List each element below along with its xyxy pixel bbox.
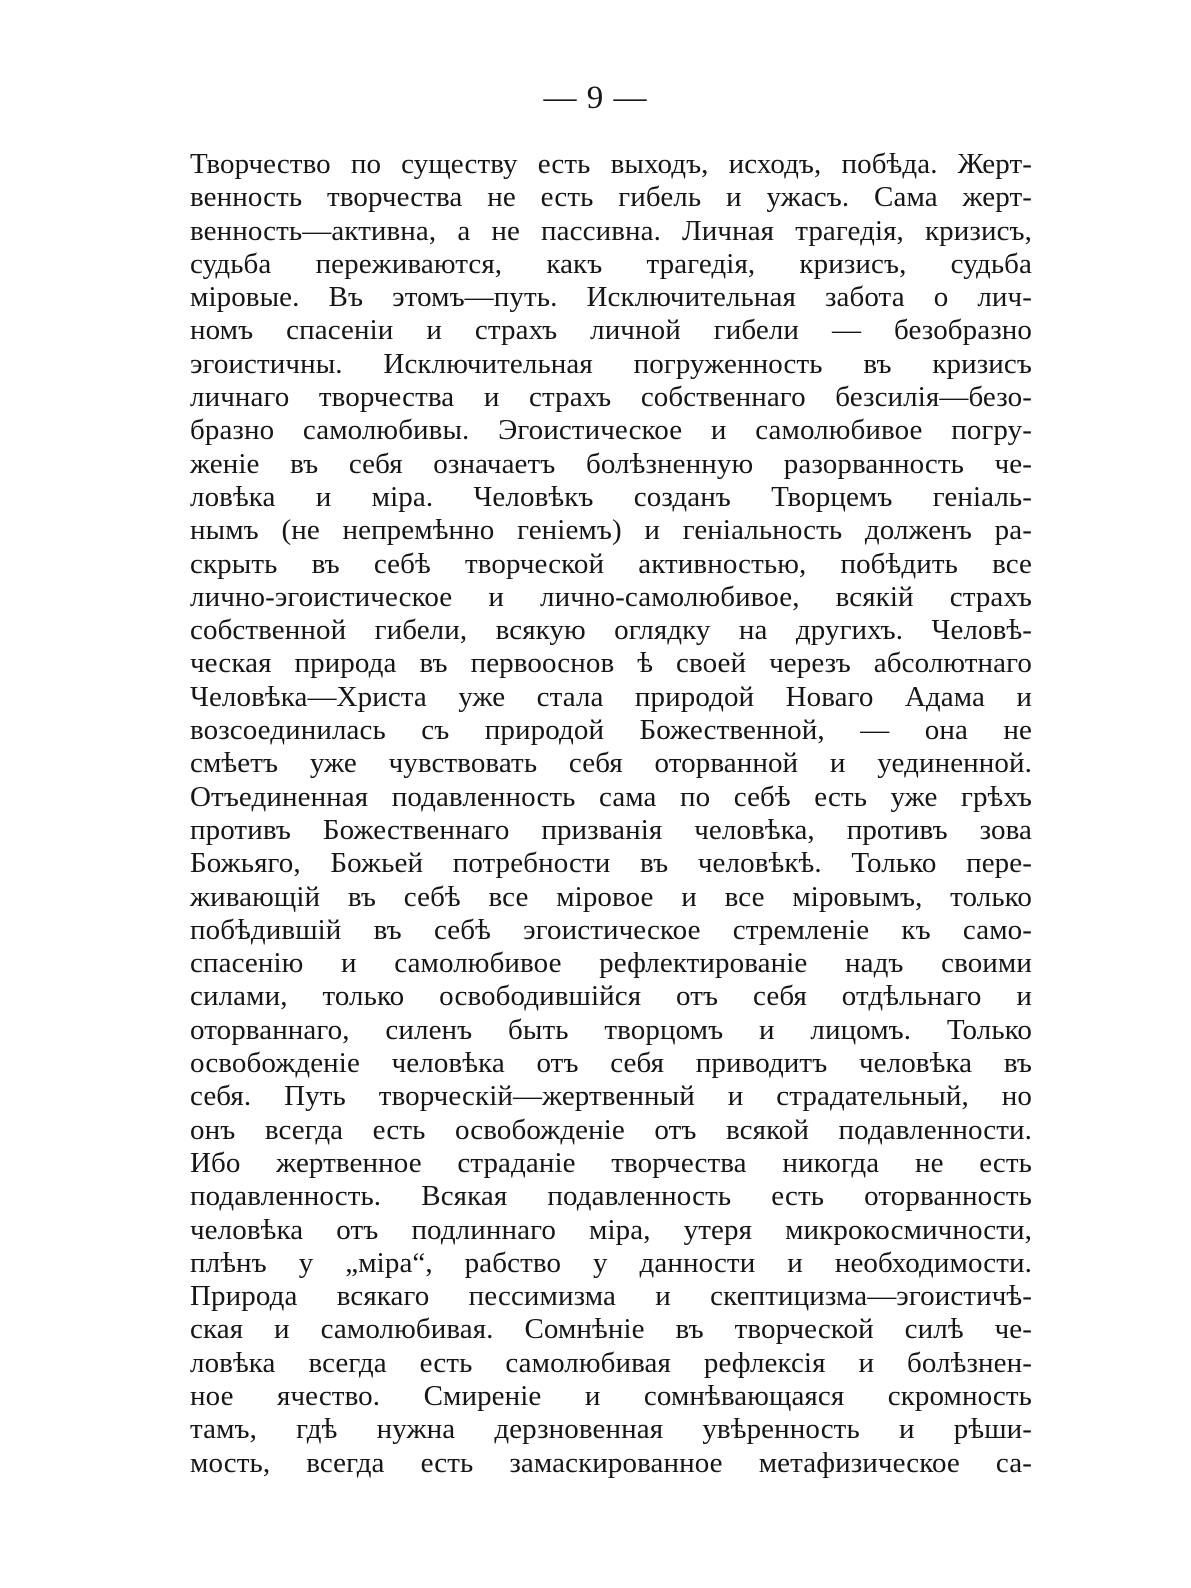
text-line: тамъ, гдѣ нужна дерзновенная увѣренность и рѣши- [190, 1413, 1032, 1446]
text-line: Божьяго, Божьей потребности въ человѣкѣ. Только пере- [190, 847, 1032, 880]
text-line: Отъединенная подавленность сама по себѣ есть уже грѣхъ [190, 780, 1032, 813]
text-line: судьба переживаются, какъ трагедія, кризисъ, судьба [190, 247, 1032, 280]
text-line: венность творчества не есть гибель и ужасъ. Сама жерт- [190, 181, 1032, 214]
text-line: Творчество по существу есть выходъ, исходъ, побѣда. Жерт- [190, 148, 1032, 180]
text-line: бразно самолюбивы. Эгоистическое и самолюбивое погру- [190, 414, 1032, 447]
text-line: плѣнъ у „міра“, рабство у данности и необходимости. [190, 1246, 1032, 1279]
text-line: освобожденіе человѣка отъ себя приводитъ человѣка въ [190, 1047, 1032, 1080]
text-line: себя. Путь творческій—жертвенный и страдательный, но [190, 1080, 1032, 1113]
text-line: ская и самолюбивая. Сомнѣніе въ творческой силѣ че- [190, 1313, 1032, 1346]
text-line: міровые. Въ этомъ—путь. Исключительная забота о лич- [190, 281, 1032, 314]
text-line: ческая природа въ первооснов ѣ своей черезъ абсолютнаго [190, 647, 1032, 680]
text-line: Человѣка—Христа уже стала природой Новаго Адама и [190, 680, 1032, 713]
text-line: подавленность. Всякая подавленность есть оторванность [190, 1180, 1032, 1213]
text-line: лично-эгоистическое и лично-самолюбивое, всякій страхъ [190, 580, 1032, 613]
text-line: спасенію и самолюбивое рефлектированіе надъ своими [190, 947, 1032, 980]
page-number: — 9 — [543, 80, 648, 116]
text-line: эгоистичны. Исключительная погруженность въ кризисъ [190, 347, 1032, 380]
text-line: венность—активна, а не пассивна. Личная трагедія, кризисъ, [190, 214, 1032, 247]
text-line: нымъ (не непремѣнно геніемъ) и геніальность долженъ ра- [190, 514, 1032, 547]
text-line: силами, только освободившійся отъ себя отдѣльнаго и [190, 980, 1032, 1013]
text-line: живающій въ себѣ все міровое и все міровымъ, только [190, 880, 1032, 913]
text-line: возсоединилась съ природой Божественной, — она не [190, 714, 1032, 747]
text-line: человѣка отъ подлиннаго міра, утеря микрокосмичности, [190, 1213, 1032, 1246]
text-line: смѣетъ уже чувствовать себя оторванной и уединенной. [190, 747, 1032, 780]
text-line: номъ спасеніи и страхъ личной гибели — безобразно [190, 314, 1032, 347]
text-line: мость, всегда есть замаскированное метафизическое са- [190, 1446, 1032, 1479]
text-line: женіе въ себя означаетъ болѣзненную разорванность че- [190, 447, 1032, 480]
text-line: побѣдившій въ себѣ эгоистическое стремленіе къ само- [190, 913, 1032, 946]
text-line: собственной гибели, всякую оглядку на другихъ. Человѣ- [190, 614, 1032, 647]
text-line: противъ Божественнаго призванія человѣка, противъ зова [190, 813, 1032, 846]
body-text [190, 148, 1032, 1480]
text-line: Ибо жертвенное страданіе творчества никогда не есть [190, 1146, 1032, 1179]
text-line: ловѣка и міра. Человѣкъ созданъ Творцемъ геніаль- [190, 480, 1032, 513]
text-line: ное ячество. Смиреніе и сомнѣвающаяся скромность [190, 1379, 1032, 1412]
text-line: Природа всякаго пессимизма и скептицизма—эгоистичѣ- [190, 1280, 1032, 1313]
text-line: ловѣка всегда есть самолюбивая рефлексія и болѣзнен- [190, 1346, 1032, 1379]
text-line: скрыть въ себѣ творческой активностью, побѣдить все [190, 547, 1032, 580]
text-line: оторваннаго, силенъ быть творцомъ и лицомъ. Только [190, 1013, 1032, 1046]
text-line: онъ всегда есть освобожденіе отъ всякой подавленности. [190, 1113, 1032, 1146]
text-line: личнаго творчества и страхъ собственнаго безсилія—безо- [190, 381, 1032, 414]
